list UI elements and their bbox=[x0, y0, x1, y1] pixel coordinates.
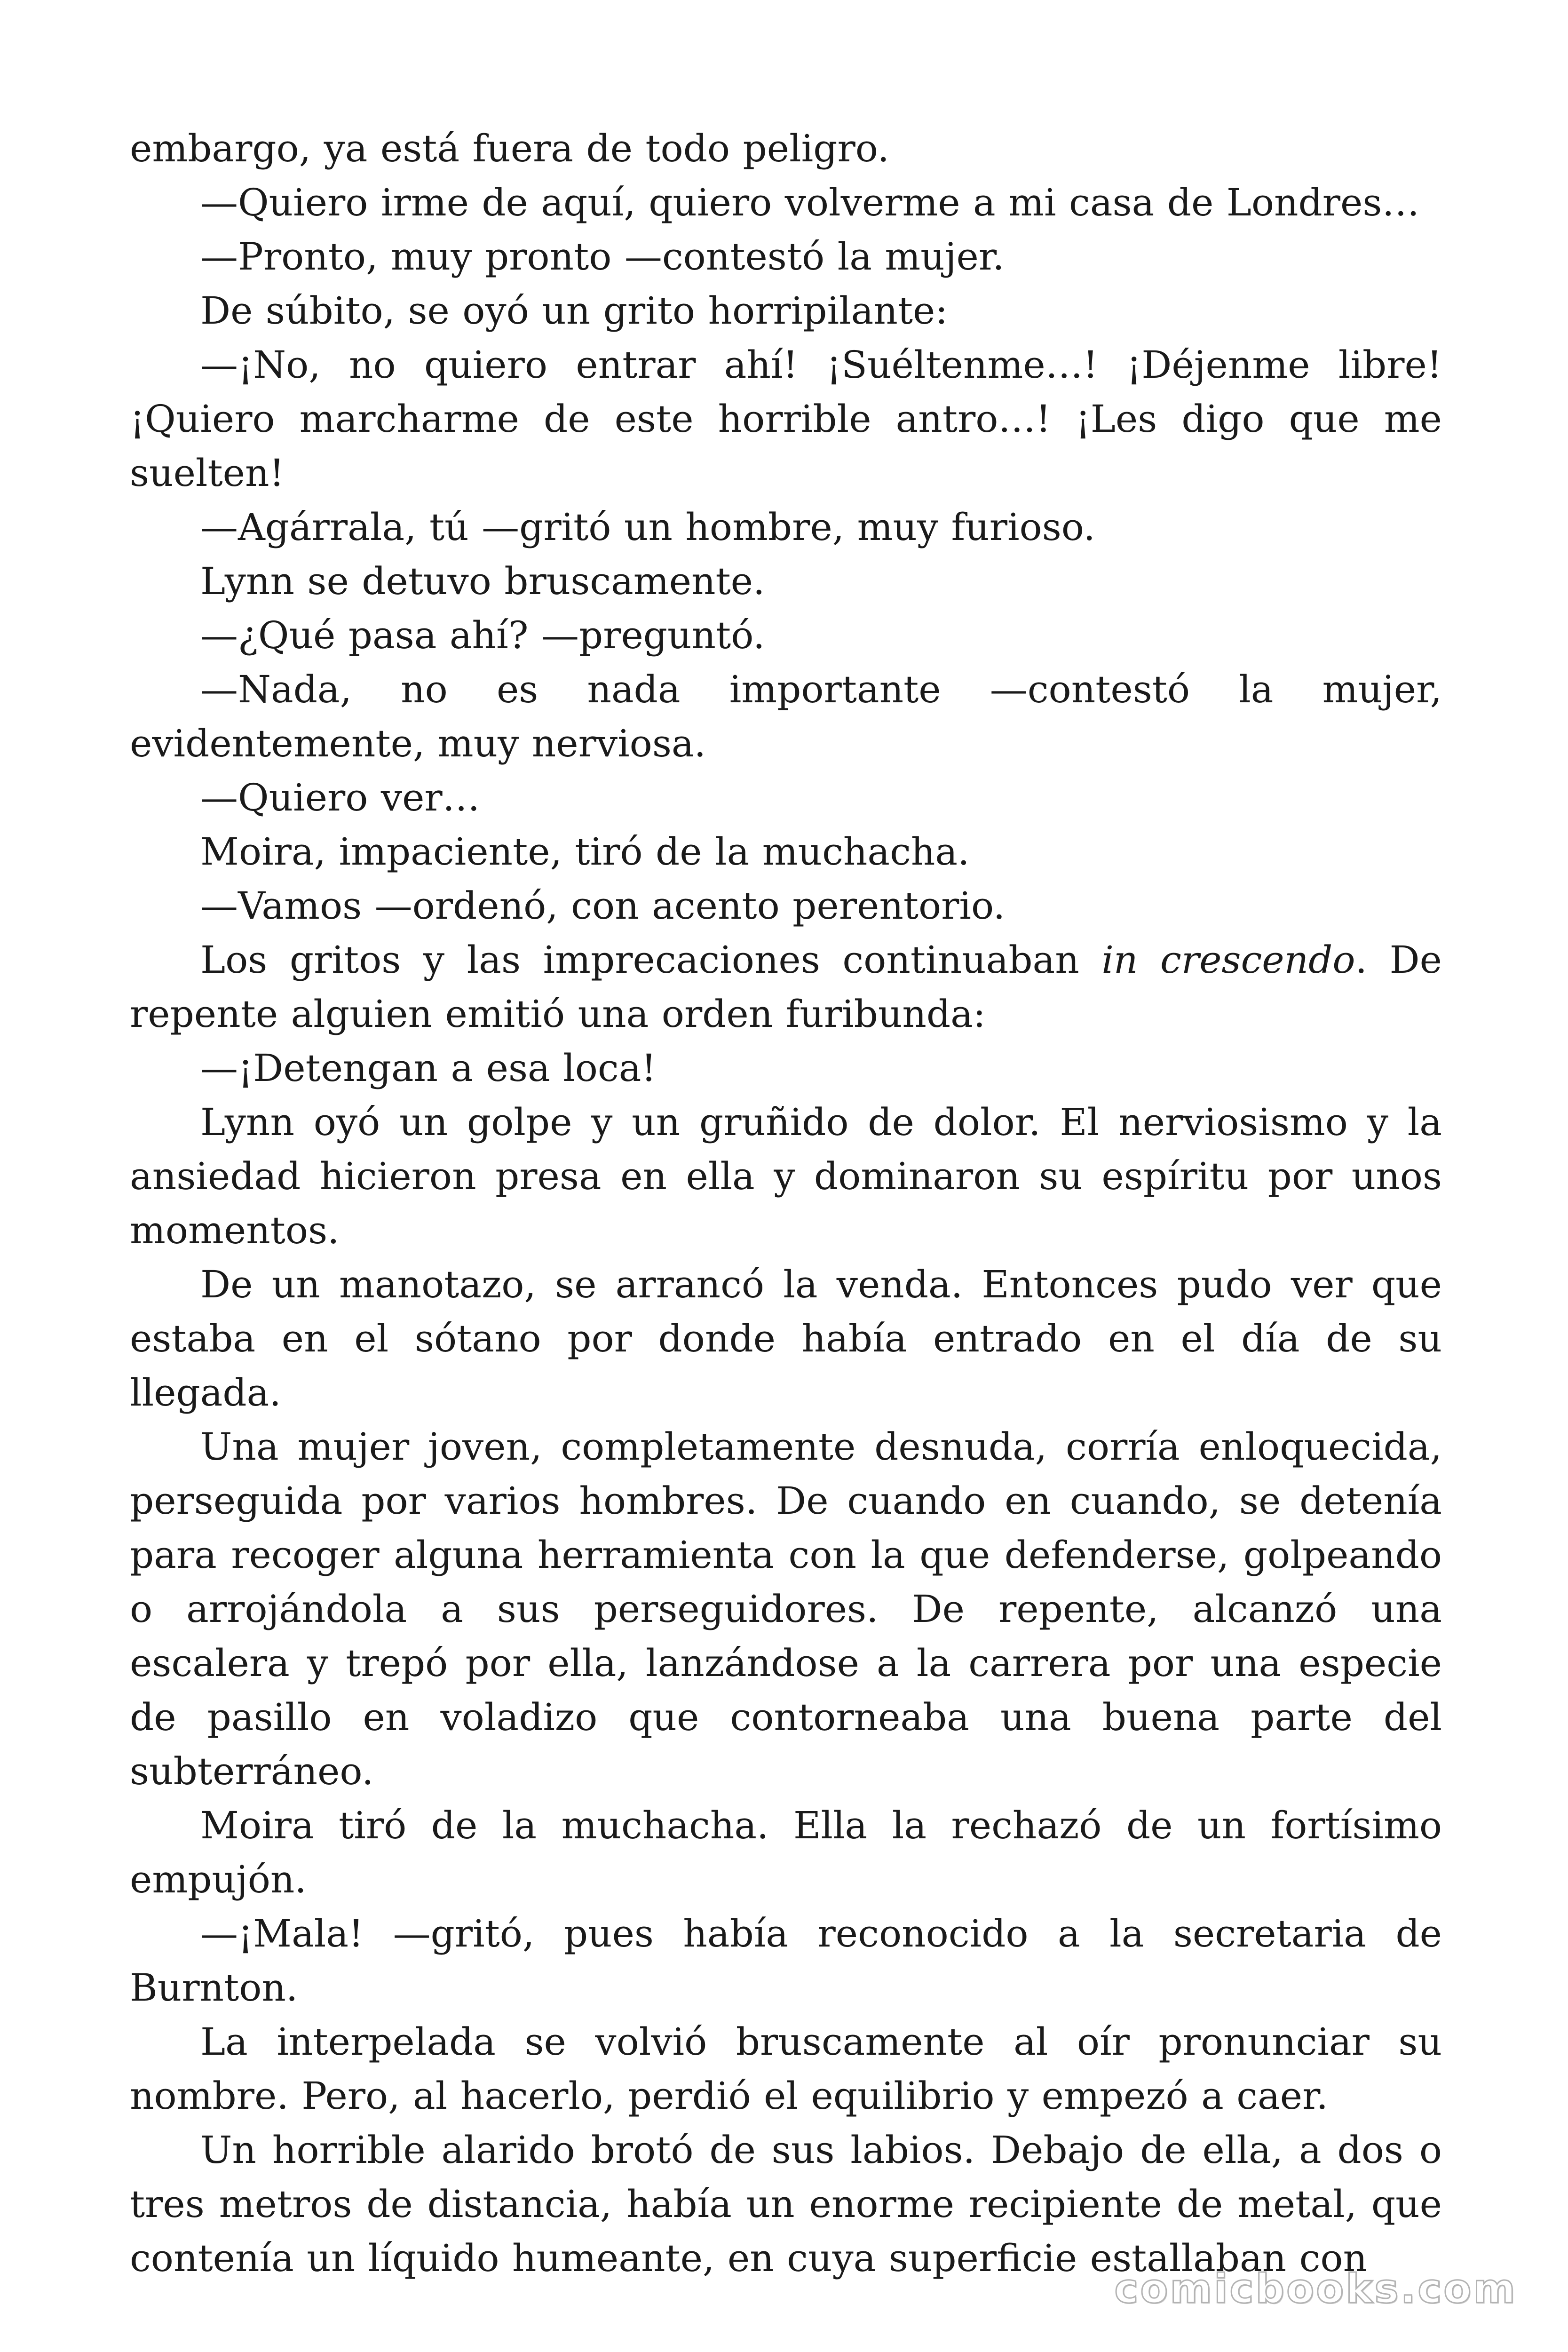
paragraph: —Quiero ver… bbox=[200, 776, 480, 819]
paragraph: —¡No, no quiero entrar ahí! ¡Suéltenme…! ¡Déjenme libre! ¡Quiero marcharme de este horrible antro…! ¡Les digo que me suelten! bbox=[130, 343, 1442, 495]
paragraph: La interpelada se volvió bruscamente al oír pronunciar su nombre. Pero, al hacerlo, perdió el equilibrio y empezó a caer. bbox=[130, 2020, 1442, 2118]
paragraph: De súbito, se oyó un grito horripilante: bbox=[200, 289, 948, 333]
paragraph: —¡Detengan a esa loca! bbox=[200, 1046, 657, 1090]
paragraph: Lynn se detuvo bruscamente. bbox=[200, 559, 765, 603]
text-run: Los gritos y las imprecaciones continuaban bbox=[200, 938, 1102, 982]
page-text bbox=[130, 121, 1442, 2285]
paragraph: embargo, ya está fuera de todo peligro. bbox=[130, 127, 889, 170]
paragraph-with-italic bbox=[130, 933, 1442, 1041]
paragraph: —Quiero irme de aquí, quiero volverme a mi casa de Londres… bbox=[200, 181, 1420, 224]
paragraph: —Agárrala, tú —gritó un hombre, muy furioso. bbox=[200, 505, 1095, 549]
paragraph: Lynn oyó un golpe y un gruñido de dolor. El nerviosismo y la ansiedad hicieron presa en ella y dominaron su espíritu por unos momentos. bbox=[130, 1100, 1442, 1252]
paragraph: Una mujer joven, completamente desnuda, corría enloquecida, perseguida por varios hombres. De cuando en cuando, se detenía para recoger alguna herramienta con la que defenderse, golpeando o arrojándola a sus perseguidores. De repente, alcanzó una escalera y trepó por ella, lanzándose a la carrera por una especie de pasillo en voladizo que contorneaba una buena parte del subterráneo. bbox=[130, 1425, 1442, 1793]
italic-phrase: in crescendo bbox=[1101, 938, 1355, 982]
paragraph: —Vamos —ordenó, con acento perentorio. bbox=[200, 884, 1006, 928]
watermark: comicbooks.com bbox=[1114, 2265, 1517, 2312]
paragraph: —Nada, no es nada importante —contestó la mujer, evidentemente, muy nerviosa. bbox=[130, 667, 1442, 765]
paragraph: —¿Qué pasa ahí? —preguntó. bbox=[200, 613, 765, 657]
paragraph: Moira tiró de la muchacha. Ella la rechazó de un fortísimo empujón. bbox=[130, 1804, 1442, 1901]
paragraph: De un manotazo, se arrancó la venda. Entonces pudo ver que estaba en el sótano por donde había entrado en el día de su llegada. bbox=[130, 1263, 1442, 1414]
paragraph: Un horrible alarido brotó de sus labios. Debajo de ella, a dos o tres metros de distancia, había un enorme recipiente de metal, que contenía un líquido humeante, en cuya superficie estallaban con bbox=[130, 2128, 1442, 2280]
paragraph: Moira, impaciente, tiró de la muchacha. bbox=[200, 830, 970, 874]
text-run: . De repente alguien emitió una orden furibunda: bbox=[130, 938, 1442, 1036]
paragraph: —¡Mala! —gritó, pues había reconocido a la secretaria de Burnton. bbox=[130, 1912, 1442, 2010]
paragraph: —Pronto, muy pronto —contestó la mujer. bbox=[200, 235, 1005, 278]
